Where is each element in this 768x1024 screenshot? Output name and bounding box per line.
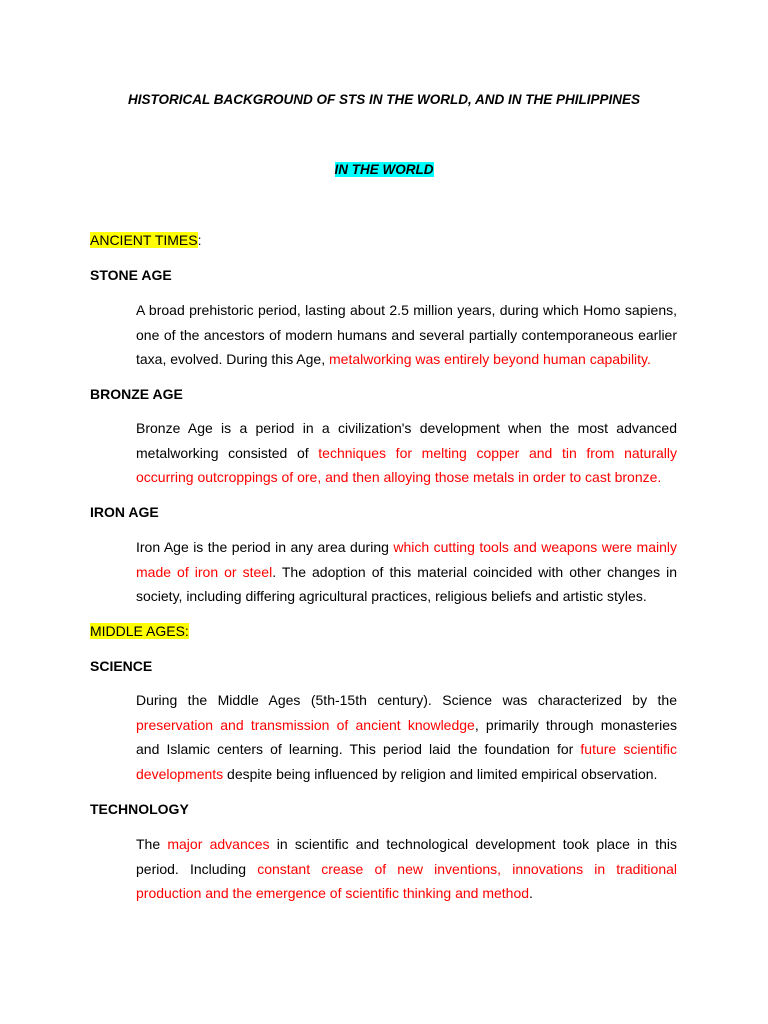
section-subtitle <box>0 162 768 177</box>
red-emphasis: preservation and transmission of ancient knowledge <box>136 716 475 733</box>
heading-science: SCIENCE <box>90 658 153 674</box>
heading-stone-age: STONE AGE <box>90 267 172 283</box>
heading-technology: TECHNOLOGY <box>90 801 189 817</box>
document-title: HISTORICAL BACKGROUND OF STS IN THE WORLD, AND IN THE PHILIPPINES <box>127 92 641 107</box>
paragraph-technology: The major advances in scientific and technological development took place in this period. Including constant crease of new inventions, innovations in traditional production and the emergence of scientific thinking and method. <box>136 836 678 902</box>
era-highlight: MIDDLE AGES: <box>90 623 189 639</box>
heading-iron-age: IRON AGE <box>90 504 159 520</box>
era-label-ancient: ANCIENT TIMES: <box>90 232 202 248</box>
era-label-middle <box>90 623 189 639</box>
subtitle-highlight: IN THE WORLD <box>334 162 434 177</box>
red-emphasis: major advances <box>167 836 270 852</box>
red-emphasis: which cutting tools and weapons were mainly made of iron or steel <box>136 539 677 580</box>
paragraph-science: During the Middle Ages (5th-15th century). Science was characterized by the preservation and transmission of ancient knowledge, primarily through monasteries and Islamic centers of learning. This period laid the foundation for future scientific developments despite being influenced by religion and limited empirical observation. <box>136 692 678 783</box>
paragraph-iron-age: Iron Age is the period in any area during which cutting tools and weapons were mainly made of iron or steel. The adoption of this material coincided with other changes in society, including differing agricultural practices, religious beliefs and artistic styles. <box>136 539 677 605</box>
red-emphasis: metalworking was entirely beyond human capability. <box>329 351 651 368</box>
paragraph-stone-age: A broad prehistoric period, lasting about 2.5 million years, during which Homo sapiens, one of the ancestors of modern humans and several partially contemporaneous earlier taxa, evolved. During this Age, metalworking was entirely beyond human capability. <box>136 302 677 368</box>
red-emphasis: future scientific developments <box>136 741 678 783</box>
red-emphasis: constant crease of new inventions, innovations in traditional production and the emergence of scientific thinking and method <box>136 860 677 902</box>
era-highlight: ANCIENT TIMES <box>90 232 198 248</box>
heading-bronze-age: BRONZE AGE <box>90 386 183 402</box>
red-emphasis: techniques for melting copper and tin from naturally occurring outcroppings of ore, and then alloying those metals in order to cast bronze. <box>136 444 678 486</box>
paragraph-bronze-age: Bronze Age is a period in a civilization's development when the most advanced metalworking consisted of techniques for melting copper and tin from naturally occurring outcroppings of ore, and then alloying those metals in order to cast bronze. <box>136 420 678 486</box>
